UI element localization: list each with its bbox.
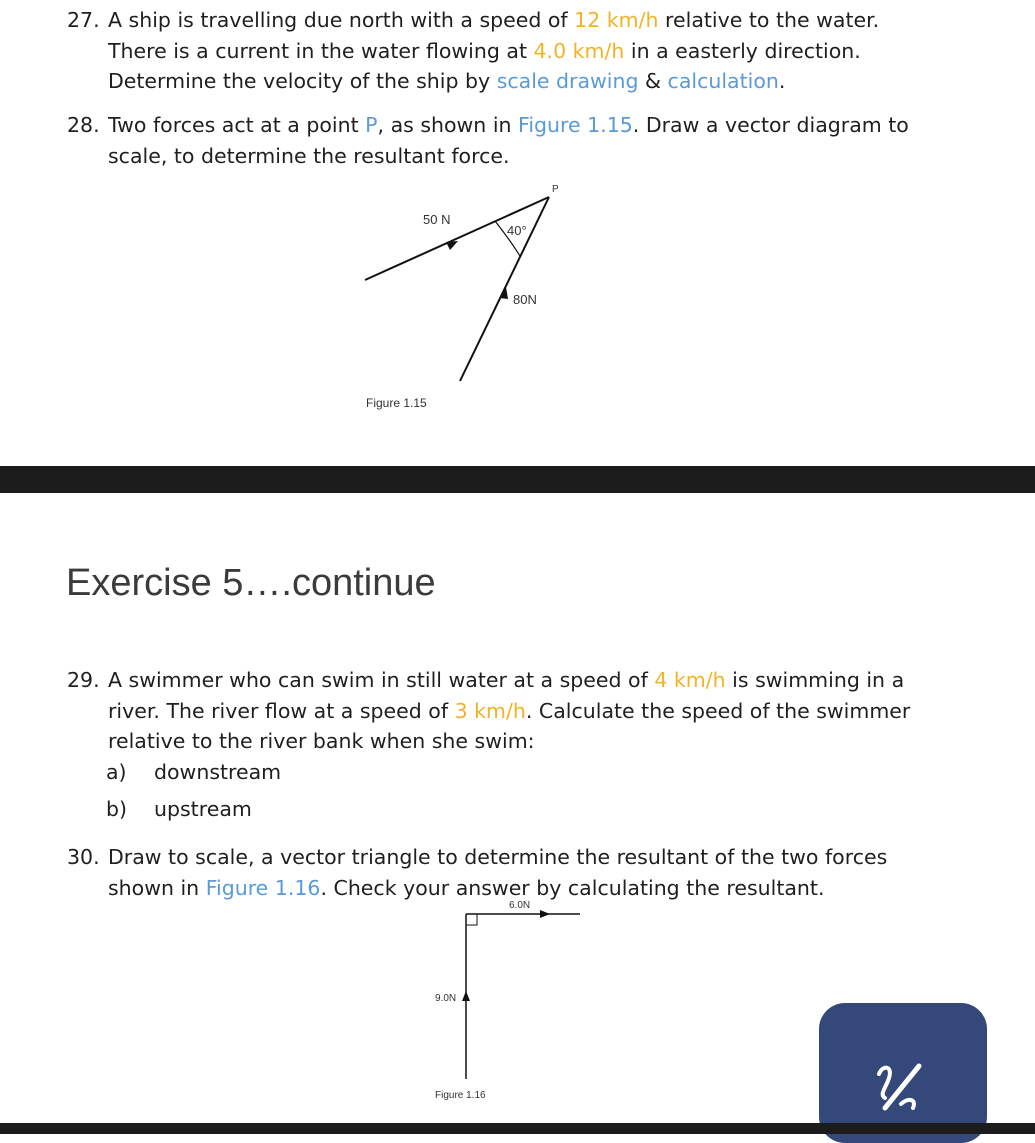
- text: river. The river flow at a speed of: [108, 698, 455, 723]
- speed-value: 3 km/h: [454, 698, 526, 723]
- sub-question-a: [106, 760, 281, 784]
- force2-label: 80N: [513, 292, 537, 307]
- figure-1-16: [420, 895, 590, 1110]
- force1-label: 50 N: [423, 212, 451, 227]
- text: Determine the velocity of the ship by: [108, 69, 497, 93]
- speed-value: 4 km/h: [654, 668, 726, 692]
- force-h-label: 6.0N: [509, 900, 531, 911]
- text: . Calculate the speed of the swimmer: [525, 698, 911, 723]
- sub-label: b): [106, 797, 128, 821]
- question-28: [67, 110, 909, 171]
- keyword: scale drawing: [496, 69, 639, 93]
- question-line: [67, 696, 910, 727]
- angle-label: 40°: [507, 223, 527, 238]
- question-29: [67, 665, 910, 757]
- text: shown in: [108, 875, 206, 900]
- text: .: [778, 69, 786, 93]
- question-line: [67, 110, 909, 141]
- arrowhead-icon: [540, 910, 550, 918]
- text: A ship is travelling due north with a speed of: [108, 8, 575, 32]
- pen-scribble-icon: [871, 1058, 931, 1118]
- figure-caption: Figure 1.15: [366, 396, 427, 410]
- arrowhead-icon: [462, 991, 470, 1001]
- sub-text: upstream: [154, 797, 252, 821]
- question-30: [67, 842, 887, 903]
- speed-value: 12 km/h: [574, 8, 659, 32]
- force-v-label: 9.0N: [435, 993, 457, 1004]
- point-label: P: [552, 184, 559, 195]
- question-number: 30.: [67, 845, 100, 869]
- question-line: [67, 36, 879, 67]
- figure-link[interactable]: Figure 1.16: [205, 875, 321, 900]
- keyword: P: [365, 113, 378, 137]
- section-heading: Exercise 5….continue: [66, 562, 436, 604]
- question-line: Draw to scale, a vector triangle to determine the resultant of the two forces: [108, 845, 888, 869]
- arrowhead-icon: [446, 241, 458, 250]
- figure-caption: Figure 1.16: [435, 1090, 486, 1101]
- divider-bar: [0, 466, 1035, 493]
- speed-value: 4.0 km/h: [533, 38, 625, 63]
- force-80n-line: [460, 197, 549, 381]
- text: , as shown in: [377, 113, 519, 137]
- text: A swimmer who can swim in still water at a speed of: [108, 668, 655, 692]
- text: There is a current in the water flowing at: [108, 38, 534, 63]
- sub-text: downstream: [154, 760, 282, 784]
- text: &: [638, 69, 668, 93]
- question-number: 28.: [67, 113, 100, 137]
- question-27: [67, 5, 879, 97]
- bottom-bar: [0, 1123, 1035, 1134]
- figure-1-15: [350, 178, 610, 428]
- question-number: 29.: [67, 668, 100, 692]
- text: is swimming in a: [725, 668, 905, 692]
- question-line: [67, 665, 910, 696]
- sub-question-b: [106, 797, 252, 821]
- text: . Draw a vector diagram to: [632, 113, 909, 137]
- text: Two forces act at a point: [108, 113, 366, 137]
- text: in a easterly direction.: [624, 38, 861, 63]
- question-line: relative to the river bank when she swim:: [108, 729, 535, 753]
- sub-label: a): [106, 760, 127, 784]
- text: relative to the water.: [658, 8, 880, 32]
- force-50n-line: [365, 197, 549, 280]
- question-line: [67, 66, 879, 97]
- keyword: calculation: [667, 69, 779, 93]
- question-line: scale, to determine the resultant force.: [108, 143, 510, 168]
- question-line: [67, 5, 879, 36]
- right-angle-marker: [466, 914, 477, 925]
- pen-tool-button[interactable]: [819, 1003, 987, 1143]
- figure-link[interactable]: Figure 1.15: [518, 113, 633, 137]
- question-number: 27.: [67, 8, 100, 32]
- text: . Check your answer by calculating the resultant.: [320, 875, 825, 900]
